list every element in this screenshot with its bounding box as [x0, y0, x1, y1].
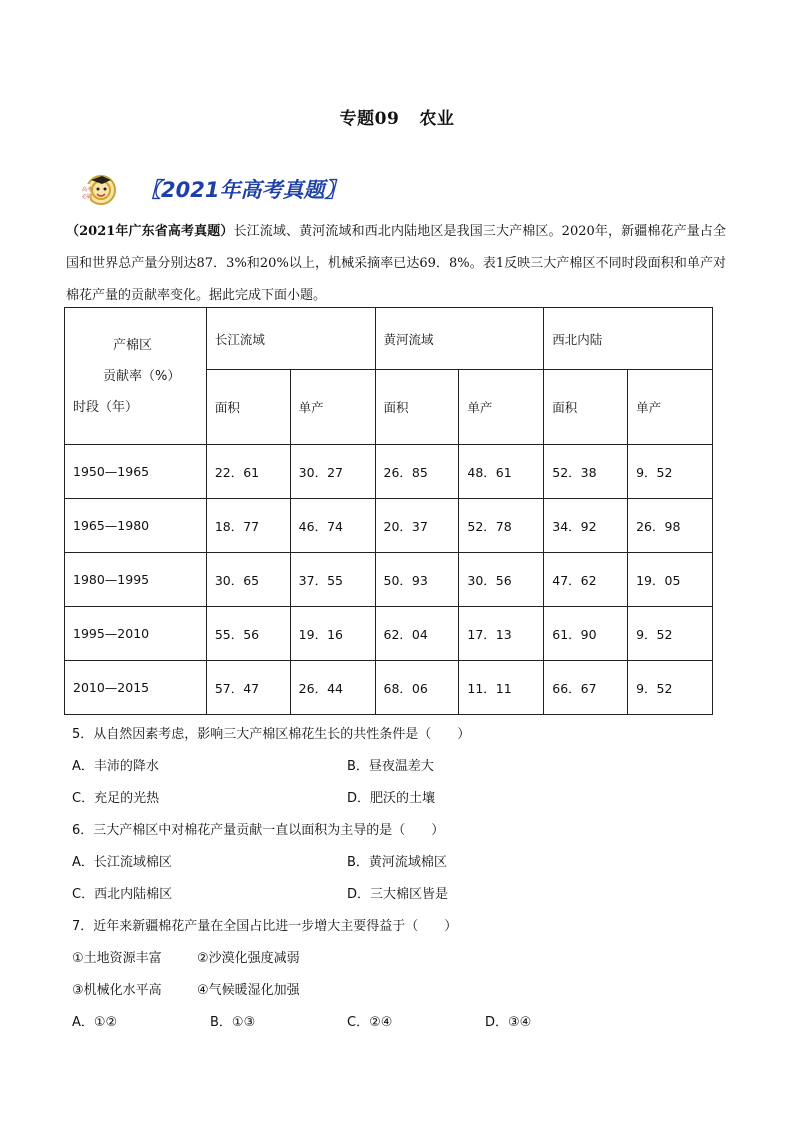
subheader-cell: 单产: [290, 370, 375, 445]
question-7-stem: 7．近年来新疆棉花产量在全国占比进一步增大主要得益于（ ）: [72, 919, 458, 934]
q5-option-b[interactable]: B．昼夜温差大: [347, 759, 434, 774]
value-cell: 55．56: [206, 607, 290, 661]
value-cell: 52．38: [544, 445, 628, 499]
region-header: 黄河流域: [375, 308, 544, 370]
value-cell: 9．52: [628, 445, 713, 499]
q6-option-d[interactable]: D．三大棉区皆是: [347, 887, 449, 902]
value-cell: 52．78: [459, 499, 544, 553]
value-cell: 68．06: [375, 661, 459, 715]
value-cell: 9．52: [628, 661, 713, 715]
period-cell: 1950—1965: [65, 445, 207, 499]
q5-option-c[interactable]: C．充足的光热: [72, 791, 160, 806]
table-row: [65, 661, 713, 715]
value-cell: 37．55: [290, 553, 375, 607]
value-cell: 26．44: [290, 661, 375, 715]
q7-option-a[interactable]: A．①②: [72, 1015, 118, 1030]
table-corner-header: [65, 308, 207, 445]
value-cell: 26．98: [628, 499, 713, 553]
table-row: [65, 553, 713, 607]
value-cell: 26．85: [375, 445, 459, 499]
section-banner: [80, 172, 400, 208]
q6-option-c[interactable]: C．西北内陆棉区: [72, 887, 173, 902]
value-cell: 18．77: [206, 499, 290, 553]
exam-logo-icon: [80, 172, 116, 208]
q7-option-b[interactable]: B．①③: [210, 1015, 256, 1030]
subheader-cell: 单产: [628, 370, 713, 445]
q7-statement-3: ③机械化水平高: [72, 983, 162, 998]
region-header: 西北内陆: [544, 308, 713, 370]
corner-region-label: 产棉区: [113, 337, 153, 353]
value-cell: 34．92: [544, 499, 628, 553]
value-cell: 62．04: [375, 607, 459, 661]
period-cell: 1965—1980: [65, 499, 207, 553]
question-intro: [66, 216, 726, 312]
page-title: [0, 104, 794, 129]
value-cell: 17．13: [459, 607, 544, 661]
value-cell: 19．16: [290, 607, 375, 661]
q7-option-c[interactable]: C．②④: [347, 1015, 393, 1030]
subheader-cell: 单产: [459, 370, 544, 445]
value-cell: 46．74: [290, 499, 375, 553]
q7-statement-4: ④气候暖湿化加强: [197, 983, 300, 998]
value-cell: 50．93: [375, 553, 459, 607]
value-cell: 19．05: [628, 553, 713, 607]
subheader-cell: 面积: [544, 370, 628, 445]
contribution-table: [64, 307, 713, 715]
table-row: [65, 607, 713, 661]
intro-source: （2021年广东省高考真题）: [66, 224, 234, 239]
value-cell: 30．65: [206, 553, 290, 607]
q5-option-d[interactable]: D．肥沃的土壤: [347, 791, 436, 806]
table-row: [65, 445, 713, 499]
region-header: 长江流域: [206, 308, 375, 370]
period-cell: 1980—1995: [65, 553, 207, 607]
table-row: [65, 499, 713, 553]
q7-statement-2: ②沙漠化强度减弱: [197, 951, 300, 966]
corner-rate-label: 贡献率（%）: [103, 368, 181, 384]
value-cell: 22．61: [206, 445, 290, 499]
question-6-stem: 6．三大产棉区中对棉花产量贡献一直以面积为主导的是（ ）: [72, 823, 445, 838]
subheader-cell: 面积: [206, 370, 290, 445]
q7-statement-1: ①土地资源丰富: [72, 951, 162, 966]
question-5-stem: 5．从自然因素考虑，影响三大产棉区棉花生长的共性条件是（ ）: [72, 727, 471, 742]
period-cell: 1995—2010: [65, 607, 207, 661]
subheader-cell: 面积: [375, 370, 459, 445]
intro-text: 长江流域、黄河流域和西北内陆地区是我国三大产棉区。2020年，新疆棉花产量占全国和世界总产量分别达87．3%和20%以上，机械采摘率已达69．8%。表1反映三大产棉区不同时段面积和单产对棉花产量的贡献率变化。据此完成下面小题。: [66, 224, 726, 303]
value-cell: 9．52: [628, 607, 713, 661]
q6-option-a[interactable]: A．长江流域棉区: [72, 855, 172, 870]
q6-option-b[interactable]: B．黄河流域棉区: [347, 855, 447, 870]
q5-option-a[interactable]: A．丰沛的降水: [72, 759, 159, 774]
svg-text:高考: 高考: [82, 187, 93, 193]
value-cell: 48．61: [459, 445, 544, 499]
value-cell: 30．27: [290, 445, 375, 499]
banner-title: 〖2021年高考真题〗: [140, 178, 346, 202]
value-cell: 47．62: [544, 553, 628, 607]
corner-period-label: 时段（年）: [73, 399, 139, 415]
svg-text:必刷: 必刷: [82, 194, 93, 200]
q7-option-d[interactable]: D．③④: [485, 1015, 532, 1030]
value-cell: 61．90: [544, 607, 628, 661]
value-cell: 11．11: [459, 661, 544, 715]
title-topic-number: 专题09: [339, 109, 400, 129]
value-cell: 20．37: [375, 499, 459, 553]
value-cell: 66．67: [544, 661, 628, 715]
value-cell: 57．47: [206, 661, 290, 715]
period-cell: 2010—2015: [65, 661, 207, 715]
value-cell: 30．56: [459, 553, 544, 607]
title-topic-name: 农业: [419, 109, 455, 129]
